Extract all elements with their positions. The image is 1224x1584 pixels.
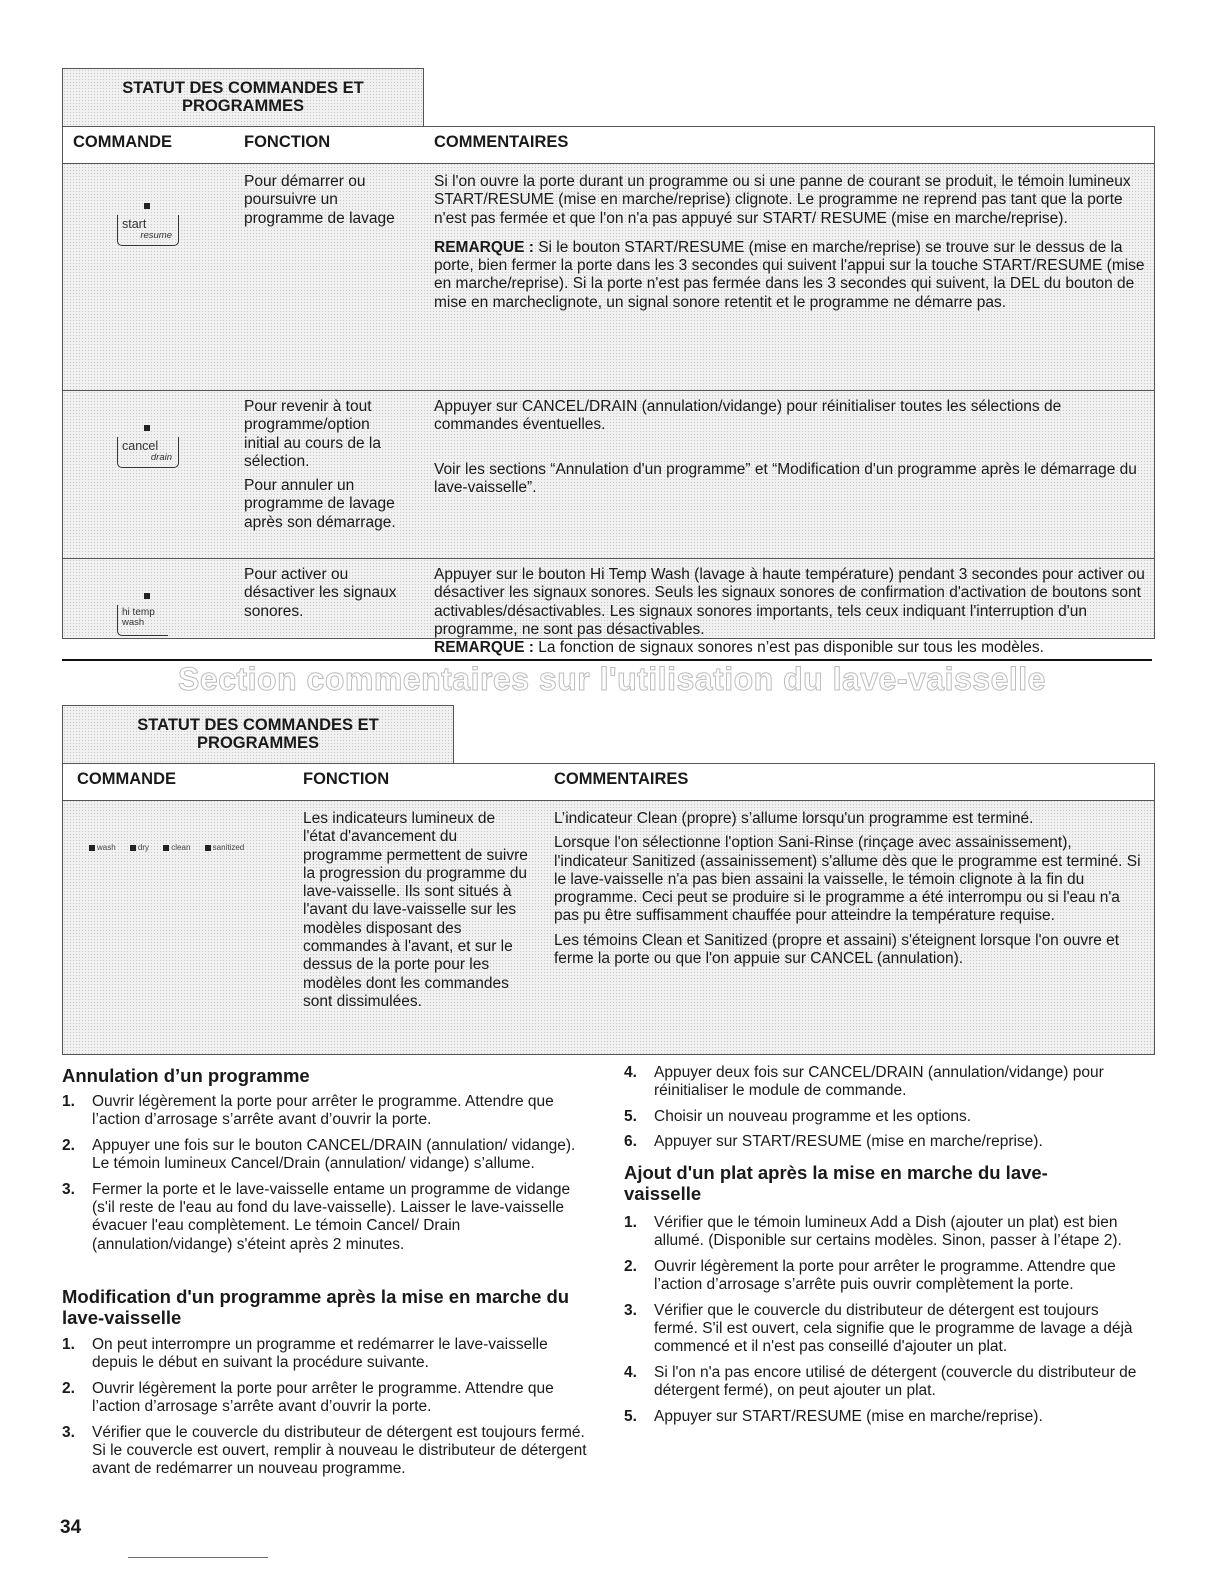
commentaire-text: Si l'on ouvre la porte durant un programme ou si une panne de courant se produit, le témoin lumineux START/RESUME (mise en marche/reprise) clignote. Le programme ne reprend pas tant que la porte n'est pas fermée et que l'on n'a pas appuyé sur START/ RESUME (mise en marche/reprise). xyxy=(434,173,1131,227)
list-item: 1. Ouvrir légèrement la porte pour arrêter le programme. Attendre que l’action d’arrosage s’arrête avant d’ouvrir la porte. xyxy=(62,1093,554,1129)
remark-paragraph xyxy=(434,239,1146,312)
list-item: 4. Appuyer deux fois sur CANCEL/DRAIN (annulation/vidange) pour réinitialiser le module de commande. xyxy=(624,1064,1104,1100)
list-item: 5. Appuyer sur START/RESUME (mise en marche/reprise). xyxy=(624,1407,1043,1425)
led-icon xyxy=(163,845,169,851)
hi-temp-wash-button-icon xyxy=(117,581,177,641)
led-icon xyxy=(205,845,211,851)
remark-label: REMARQUE : xyxy=(434,238,534,256)
button-sub-label: resume xyxy=(140,230,172,241)
fonction-text: Pour activer ou désactiver les signaux sonores. xyxy=(244,566,397,620)
list-item: 3. Fermer la porte et le lave-vaisselle entame un programme de vidange (s'il reste de l'eau au fond du lave-vaisselle). Laisser le lave-vaisselle évacuer l'eau complètement. Le témoin Cancel/ Drain (annulation/vidange) s'éteint après 2 minutes. xyxy=(62,1180,571,1253)
list-item: 6. Appuyer sur START/RESUME (mise en marche/reprise). xyxy=(624,1133,1043,1151)
button-outline xyxy=(117,215,179,246)
table1-row-hitemp xyxy=(63,559,1154,657)
indicator-sanitized: sanitized xyxy=(205,843,245,852)
button-outline xyxy=(117,605,168,636)
button-sub-label: drain xyxy=(150,452,172,463)
header-fonction: FONCTION xyxy=(244,133,331,151)
annulation-steps xyxy=(62,1093,590,1261)
section-title: Section commentaires sur l'utilisation du lave-vaisselle xyxy=(178,661,1046,697)
led-icon xyxy=(144,203,150,209)
led-icon xyxy=(89,845,95,851)
table1-header xyxy=(63,127,1154,164)
remark-label: REMARQUE : xyxy=(434,639,534,657)
led-icon xyxy=(130,845,136,851)
fonction-text: Pour annuler un programme de lavage après son démarrage. xyxy=(244,477,396,531)
commentaires-cell xyxy=(554,810,1146,979)
fonction-text: Pour revenir à tout programme/option initial au cours de la sélection. xyxy=(244,398,381,470)
table1-title xyxy=(62,68,424,127)
indicator-dry: dry xyxy=(130,843,149,852)
table2-row-indicators xyxy=(63,801,1154,1055)
remark-text: Si le bouton START/RESUME (mise en marche/reprise) se trouve sur le dessus de la porte, bien fermer la porte dans les 3 secondes qui suivent l'appui sur la touche START/RESUME (mise en marche/reprise). Si la porte n'est pas fermée dans les 3 secondes qui suivent, la DEL du bouton de mise en marcheclignote, un signal sonore retentit et le programme ne démarre pas. xyxy=(434,238,1145,311)
list-item: 1. Vérifier que le témoin lumineux Add a Dish (ajouter un plat) est bien allumé. (Disponible sur certains modèles. Sinon, passer à l’étape 2). xyxy=(624,1214,1122,1250)
start-resume-button-icon xyxy=(117,191,177,251)
progress-indicators xyxy=(89,843,256,852)
button-outline xyxy=(117,437,179,468)
remark-paragraph xyxy=(434,639,1146,657)
table1-title-text: STATUT DES COMMANDES ET PROGRAMMES xyxy=(122,79,364,115)
modification-steps-right xyxy=(624,1064,1144,1159)
commentaire-text: Lorsque l'on sélectionne l'option Sani-Rinse (rinçage avec assainissement), l'indicateur Sanitized (assainissement) s'allume dès que le programme est terminé. Si le lave-vaisselle n'a pas bien assaini la vaisselle, le témoin clignote à la fin du programme. Ceci peut se produire si le programme a été interrompu ou si l'eau n'a pas pu être suffisamment chauffée pour atteindre la température requise. xyxy=(554,834,1141,925)
ajout-heading: Ajout d'un plat après la mise en marche du lave-vaisselle xyxy=(624,1162,1048,1204)
button-main-label: start xyxy=(122,217,147,231)
table1 xyxy=(62,126,1155,657)
fonction-cell xyxy=(244,173,404,239)
annulation-heading: Annulation d’un programme xyxy=(62,1065,310,1086)
table2-title-text: STATUT DES COMMANDES ET PROGRAMMES xyxy=(137,716,379,752)
button-sub-label: wash xyxy=(122,617,145,628)
table1-row-cancel xyxy=(63,391,1154,559)
table2-header xyxy=(63,764,1154,801)
indicator-clean: clean xyxy=(163,843,190,852)
ajout-steps xyxy=(624,1214,1144,1433)
commentaire-text: L’indicateur Clean (propre) s’allume lorsqu'un programme est terminé. xyxy=(554,810,1034,827)
fonction-text: Pour démarrer ou poursuivre un programme de lavage xyxy=(244,173,395,227)
commentaires-cell xyxy=(434,566,1146,668)
header-commentaires: COMMENTAIRES xyxy=(434,133,569,151)
button-main-label: cancel xyxy=(122,439,159,453)
list-item: 2. Ouvrir légèrement la porte pour arrêter le programme. Attendre que l’action d’arrosage s’arrête puis ouvrir complètement la porte. xyxy=(624,1257,1116,1294)
header-commande: COMMANDE xyxy=(73,133,172,151)
fonction-cell xyxy=(303,810,531,1022)
list-item: 2. Appuyer une fois sur le bouton CANCEL/DRAIN (annulation/ vidange). Le témoin lumineux Cancel/Drain (annulation/ vidange) s’allume. xyxy=(62,1136,576,1173)
table2 xyxy=(62,763,1155,1055)
commentaire-text: Appuyer sur le bouton Hi Temp Wash (lavage à haute température) pendant 3 secondes pour activer ou désactiver les signaux sonores. Seuls les signaux sonores de confirmation d'activation de boutons sont activables/désactivables. Les signaux sonores importants, tels ceux indiquant l'interruption d'un programme, ne sont pas désactivables. xyxy=(434,566,1145,638)
list-item: 4. Si l'on n'a pas encore utilisé de détergent (couvercle du distributeur de détergent fermé), on peut ajouter un plat. xyxy=(624,1363,1137,1400)
table2-title xyxy=(62,705,454,764)
list-item: 2. Ouvrir légèrement la porte pour arrêter le programme. Attendre que l’action d’arrosage s’arrête avant d’ouvrir la porte. xyxy=(62,1379,554,1416)
remark-text: La fonction de signaux sonores n’est pas disponible sur tous les modèles. xyxy=(538,639,1044,657)
list-item: 3. Vérifier que le couvercle du distributeur de détergent est toujours fermé. S'il est ouvert, cela signifie que le programme de lavage a déjà commencé et il n'est pas conseillé d'ajouter un plat. xyxy=(624,1301,1133,1356)
list-item: 3. Vérifier que le couvercle du distributeur de détergent est toujours fermé. Si le couvercle est ouvert, remplir à nouveau le distributeur de détergent avant de redémarrer un nouveau programme. xyxy=(62,1423,587,1478)
cancel-drain-button-icon xyxy=(117,413,177,473)
modification-heading: Modification d'un programme après la mise en marche du lave-vaisselle xyxy=(62,1286,570,1328)
modification-steps-left xyxy=(62,1336,590,1486)
button-main-label: hi temp xyxy=(122,607,155,618)
commentaires-cell xyxy=(434,398,1146,508)
commentaire-text: Voir les sections “Annulation d'un programme” et “Modification d'un programme après le démarrage du lave-vaisselle”. xyxy=(434,460,1137,496)
fonction-cell xyxy=(244,566,404,632)
led-icon xyxy=(144,425,150,431)
commentaires-cell xyxy=(434,173,1146,323)
led-icon xyxy=(144,593,150,599)
table1-row-start xyxy=(63,164,1154,391)
commentaire-text: Les témoins Clean et Sanitized (propre et assaini) s'éteignent lorsque l'on ouvre et ferme la porte ou que l'on appuie sur CANCEL (annulation). xyxy=(554,931,1120,968)
fonction-text: Les indicateurs lumineux de l'état d'avancement du programme permettent de suivre la progression du programme du lave-vaisselle. Ils sont situés à l'avant du lave-vaisselle sur les modèles disposant des commandes à l'avant, et sur le dessus de la porte pour les modèles dont les commandes sont dissimulées. xyxy=(303,810,528,1010)
fonction-cell xyxy=(244,398,404,543)
footer-rule xyxy=(128,1557,268,1558)
commentaire-text: Appuyer sur CANCEL/DRAIN (annulation/vidange) pour réinitialiser toutes les sélections de commandes éventuelles. xyxy=(434,398,1062,434)
page-number: 34 xyxy=(60,1517,82,1538)
indicator-wash: wash xyxy=(89,843,116,852)
header-commande: COMMANDE xyxy=(77,770,176,788)
list-item: 5. Choisir un nouveau programme et les options. xyxy=(624,1107,972,1125)
header-commentaires: COMMENTAIRES xyxy=(554,770,689,788)
header-fonction: FONCTION xyxy=(303,770,390,788)
list-item: 1. On peut interrompre un programme et redémarrer le lave-vaisselle depuis le début en suivant la procédure suivante. xyxy=(62,1336,548,1372)
